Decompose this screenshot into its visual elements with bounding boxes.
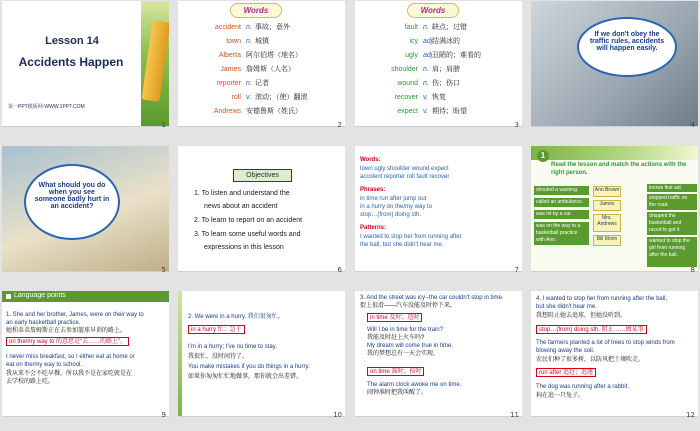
word-row (355, 107, 522, 117)
slide-canvas (2, 291, 169, 416)
word-chinese: 阿尔伯塔（地名） (246, 52, 302, 59)
slide-number: 5 (161, 266, 166, 274)
language-points-label: Language points (14, 292, 66, 299)
slide-thumbnail-3[interactable] (355, 1, 522, 134)
example-line: I'm in a hurry; I've no time to stay. (188, 344, 277, 350)
word-row (178, 107, 345, 117)
slide-number: 6 (337, 266, 342, 274)
slide-thumbnail-7[interactable] (355, 146, 522, 279)
slide-number: 12 (686, 411, 695, 419)
word-english: recover (394, 94, 418, 101)
slide-number: 8 (690, 266, 695, 274)
word-part-of-speech: n. (246, 80, 252, 87)
word-row (355, 37, 522, 47)
slide-number: 9 (161, 411, 166, 419)
objective-line: 3. To learn some useful words and (194, 231, 301, 238)
word-part-of-speech: n. (423, 80, 429, 87)
person-box: Ann Brown (593, 186, 621, 197)
translation-line: 我想阻止她去追球，但她没听到。 (536, 313, 627, 319)
slide-canvas (2, 146, 169, 271)
phrase-note: in a hurry 忙；急于 (188, 325, 245, 334)
section-number-icon: 1 (537, 150, 549, 162)
action-box: dropped the basketball and raced to get it. (647, 212, 697, 235)
word-part-of-speech: n. (423, 66, 429, 73)
example-line: but she didn't hear me. (536, 304, 597, 310)
word-chinese: 伤；伤口 (432, 80, 460, 87)
slide-thumbnail-1[interactable] (2, 1, 169, 134)
word-part-of-speech: adj. (423, 52, 435, 59)
word-chinese: 詹姆斯（人名） (246, 66, 295, 73)
slide-number: 10 (333, 411, 342, 419)
word-row (178, 23, 345, 33)
person-box: James (593, 200, 621, 211)
match-instruction: Read the lesson and match the actions with the right person. (551, 162, 687, 176)
example-line: 4. I wanted to stop her from running after the ball, (536, 296, 668, 302)
word-english: ugly (405, 52, 418, 59)
words-badge: Words (407, 3, 459, 18)
action-box: was on the way to a basketball practice with Ann. (534, 222, 589, 245)
word-english: icy (409, 38, 418, 45)
word-row (355, 23, 522, 33)
slide-canvas (2, 1, 169, 126)
patterns-line: the ball, but she didn't hear me. (360, 242, 444, 248)
word-part-of-speech: v. (423, 94, 428, 101)
word-part-of-speech: v. (423, 108, 428, 115)
phrase-note: stop…(from) doing sth. 阻止……做某事 (536, 325, 647, 334)
word-english: fault (404, 24, 418, 31)
translation-line: 我能及时赶上火车吗? (367, 335, 425, 341)
slide-thumbnail-4[interactable] (531, 1, 698, 134)
word-chinese: 恢复 (432, 94, 446, 101)
slide-canvas (531, 146, 698, 271)
example-line: The dog was running after a rabbit. (536, 384, 630, 390)
slide-number: 3 (514, 121, 519, 129)
objective-line: 2. To learn to report on an accident (194, 217, 303, 224)
bullet-icon (6, 294, 11, 299)
objective-line: news about an accident (204, 203, 278, 210)
objective-line: 1. To listen and understand the (194, 190, 290, 197)
word-english: expect (397, 108, 418, 115)
example-line: The farmers planted a lot of trees to stop winds from (536, 340, 675, 346)
language-points-band (2, 291, 169, 302)
word-row (178, 37, 345, 47)
word-row (355, 79, 522, 89)
cover-footer: 第一PPT模板网-WWW.1PPT.COM (8, 104, 85, 110)
translation-line: 农民们种了很多树，以防风把土壤吹走。 (536, 357, 645, 363)
word-part-of-speech: n. (246, 38, 252, 45)
objectives-badge: Objectives (233, 169, 292, 182)
phrases-line: stop…(from) doing sth. (360, 212, 422, 218)
slide-canvas (178, 1, 345, 126)
word-english: accident (214, 24, 241, 31)
action-box: was hit by a car. (534, 210, 589, 219)
phrase-note: on the/my way to 的意思是“去……的路上”。 (6, 337, 129, 346)
lesson-title: Lesson 14 (45, 35, 99, 47)
phrases-line: in time run after jump out (360, 196, 427, 202)
slide-thumbnail-9[interactable] (2, 291, 169, 424)
slide-number: 1 (161, 121, 166, 129)
example-line: 3. And the street was icy--the car couldn't stop in time. (360, 295, 504, 301)
question-cloud: If we don't obey the traffic rules, accidents will happen easily. (577, 17, 677, 77)
slide-canvas (355, 146, 522, 271)
person-box: Mrs. Andrews (593, 214, 621, 232)
word-chinese: 城镇 (255, 38, 269, 45)
slide-canvas (531, 1, 698, 126)
words-line: town ugly shoulder wound expect (360, 166, 449, 172)
word-chinese: 期待；盼望 (432, 108, 467, 115)
translation-line: 去学校的路上吃。 (6, 379, 55, 385)
word-row (355, 65, 522, 75)
word-chinese: 滚动；（使）翻滚 (255, 94, 308, 101)
word-row (355, 51, 522, 61)
patterns-heading: Patterns: (360, 225, 387, 231)
slide-canvas (531, 291, 698, 416)
phrases-heading: Phrases: (360, 187, 386, 193)
slide-number: 4 (690, 121, 695, 129)
word-row (178, 93, 345, 103)
slide-number: 2 (337, 121, 342, 129)
word-chinese: 结满冰的 (432, 38, 460, 45)
slide-thumbnail-2[interactable] (178, 1, 345, 134)
example-line: The alarm clock awoke me on time. (367, 382, 462, 388)
patterns-line: I wanted to stop her from running after (360, 234, 462, 240)
word-row (178, 65, 345, 75)
slide-thumbnail-12[interactable] (531, 291, 698, 424)
word-english: roll (231, 94, 241, 101)
word-row (355, 93, 522, 103)
phrase-note: on time 准时；按时 (367, 367, 424, 376)
action-box: knows first aid. (647, 184, 697, 192)
word-part-of-speech: v. (246, 94, 251, 101)
word-row (178, 51, 345, 61)
slide-thumbnail-5[interactable] (2, 146, 169, 279)
translation-line: 闹钟准时把我叫醒了。 (367, 390, 428, 396)
word-chinese: 事故；意外 (255, 24, 290, 31)
example-line: eat on the/my way to school. (6, 362, 83, 368)
example-line: 2. We were in a hurry. 我们很匆忙。 (188, 314, 284, 320)
slide-number: 11 (510, 411, 519, 419)
word-english: James (220, 66, 241, 73)
objective-line: expressions in this lesson (204, 244, 284, 251)
example-line: Will I be in time for the train? (367, 327, 444, 333)
word-english: reporter (216, 80, 241, 87)
slide-thumbnail-8[interactable] (531, 146, 698, 279)
word-part-of-speech: n. (246, 24, 252, 31)
word-chinese: 肩；肩膀 (432, 66, 460, 73)
slide-canvas (178, 291, 345, 416)
word-english: wound (397, 80, 418, 87)
action-box: wanted to stop the girl from running after the ball. (647, 237, 697, 267)
cover-pencil-image (141, 1, 169, 126)
example-line: an early basketball practice. (6, 320, 81, 326)
header-band (531, 146, 698, 160)
translation-line: 我从来不会不吃早餐，所以我不是在家吃就是在 (6, 371, 133, 377)
words-line: accident reporter roll fault recover (360, 174, 450, 180)
slide-thumbnail-10[interactable] (178, 291, 345, 424)
example-line: blowing away the soil. (536, 348, 595, 354)
word-english: town (226, 38, 241, 45)
word-row (178, 79, 345, 89)
slide-canvas (355, 1, 522, 126)
words-badge: Words (230, 3, 282, 18)
translation-line: 如果你匆匆忙忙地做事，那你就会出差错。 (188, 374, 303, 380)
slide-thumbnail-6[interactable] (178, 146, 345, 279)
translation-line: 我的梦想总有一天会实现。 (367, 351, 440, 357)
accent-strip (178, 291, 182, 416)
word-chinese: 安德鲁斯（姓氏） (246, 108, 302, 115)
word-english: Andrews (213, 108, 241, 115)
translation-line: 狗在追一只兔子。 (536, 393, 585, 399)
word-chinese: 缺点；过错 (432, 24, 467, 31)
translation-line: 我很忙，没时间待了。 (188, 354, 249, 360)
person-box: Bill Morin (593, 235, 621, 246)
action-box: called an ambulance. (534, 198, 589, 207)
word-part-of-speech: n. (423, 24, 429, 31)
example-line: My dream will come true in time. (367, 343, 454, 349)
slide-canvas (178, 146, 345, 271)
example-line: You make mistakes if you do things in a hurry. (188, 364, 310, 370)
slide-number: 7 (514, 266, 519, 274)
example-line: I never miss breakfast, so I either eat at home or (6, 354, 135, 360)
word-chinese: 记者 (255, 80, 269, 87)
slide-thumbnail-11[interactable] (355, 291, 522, 424)
translation-line: 她和弟弟詹姆斯正在去参加篮球早训的路上。 (6, 328, 127, 334)
example-line: 1. She and her brother, James, were on their way to (6, 312, 144, 318)
phrase-note: in time 及时；适时 (367, 313, 422, 322)
phrase-note: run after 追赶；追逐 (536, 368, 596, 377)
word-english: Alberta (218, 52, 241, 59)
action-box: shouted a warning. (534, 186, 589, 195)
translation-line: 街上很滑——汽车没能及时停下来。 (360, 303, 457, 309)
phrases-line: in a hurry on the/my way to (360, 204, 433, 210)
words-heading: Words: (360, 157, 381, 163)
slide-canvas (355, 291, 522, 416)
word-part-of-speech: adj. (423, 38, 435, 45)
word-chinese: 丑陋的；难看的 (432, 52, 481, 59)
lesson-subtitle: Accidents Happen (18, 55, 124, 69)
action-box: stopped traffic on the road. (647, 194, 697, 210)
question-cloud: What should you do when you see someone badly hurt in an accident? (24, 164, 120, 240)
word-english: shoulder (391, 66, 418, 73)
